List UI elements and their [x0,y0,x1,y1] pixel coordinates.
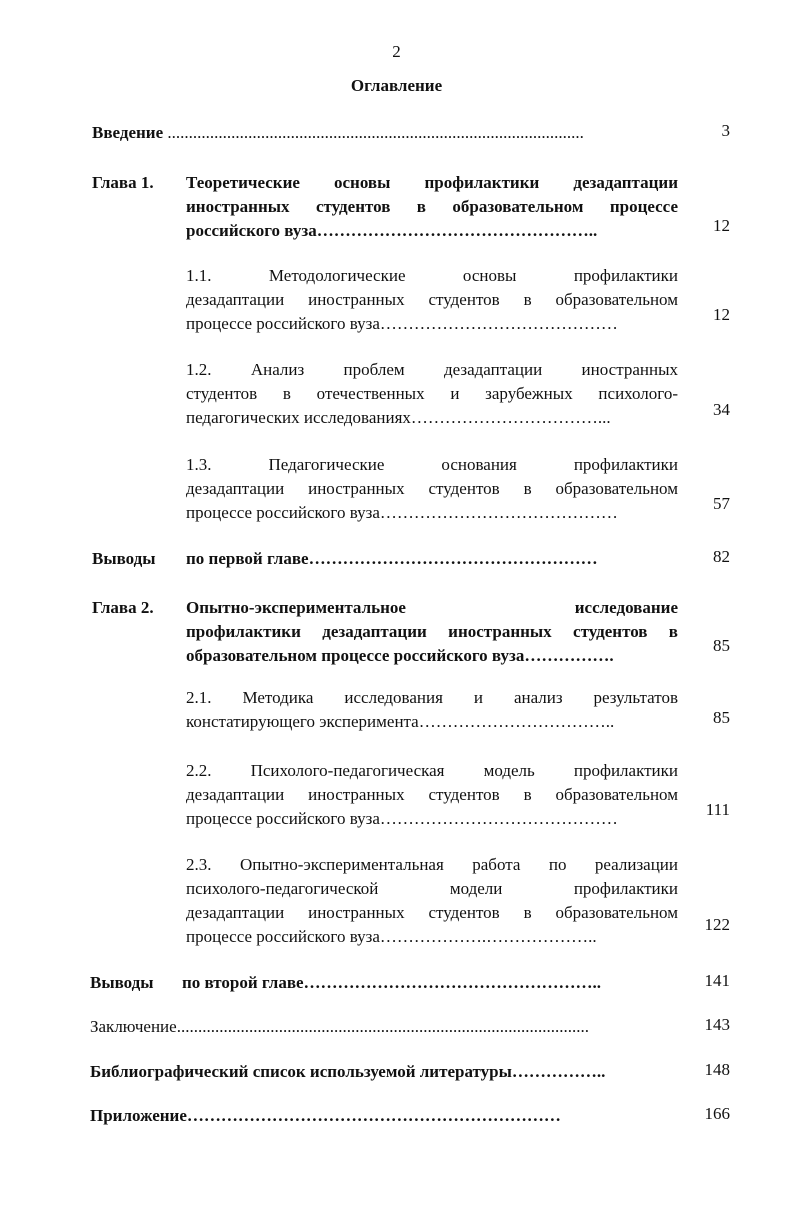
toc-entry-conclusion-text: Заключение................................................................................................. [90,1017,589,1036]
toc-entry-2-3-line: процессе российского вуза……………….……………….. [186,927,597,946]
toc-entry-1-2-line: 1.2. Анализ проблем дезадаптации иностранных [186,360,678,379]
toc-entry-intro-label: Введение [92,123,164,142]
toc-entry-2-3-page: 122 [704,915,730,934]
toc-entry-intro[interactable] [92,121,680,145]
toc-entry-conclusions-1-text: по первой главе…………………………………………… [186,549,598,568]
toc-entry-1-3[interactable] [186,453,678,525]
toc-entry-bibliography-text: Библиографический список используемой литературы…………….. [90,1062,606,1081]
toc-entry-2-3-line: дезадаптации иностранных студентов в образовательном [186,903,678,922]
toc-entry-conclusions-2-label: Выводы [90,973,154,992]
toc-entry-1-3-page: 57 [713,494,730,513]
toc-title: Оглавление [350,76,443,95]
toc-entry-conclusion-page: 143 [704,1015,730,1034]
toc-entry-2-2-line: процессе российского вуза…………………………………… [186,809,618,828]
toc-entry-ch1-line: Теоретические основы профилактики дезадаптации [186,173,678,192]
toc-entry-ch1[interactable] [92,171,680,243]
toc-entry-conclusions-1-label: Выводы [92,549,156,568]
toc-entry-1-1-page: 12 [713,305,730,324]
toc-entry-ch2-label: Глава 2. [92,598,154,617]
toc-entry-1-1-line: дезадаптации иностранных студентов в образовательном [186,290,678,309]
toc-entry-conclusions-1-page: 82 [713,547,730,566]
toc-entry-2-3-line: психолого-педагогической модели профилактики [186,879,678,898]
toc-entry-2-3-line: 2.3. Опытно-экспериментальная работа по реализации [186,855,678,874]
toc-entry-1-2-line: студентов в отечественных и зарубежных психолого- [186,384,678,403]
toc-entry-appendix-text: Приложение………………………………………………………… [90,1106,561,1125]
toc-entry-ch1-label: Глава 1. [92,173,154,192]
toc-entry-2-2-page: 111 [705,800,730,819]
toc-entry-ch1-line: российского вуза………………………………………….. [186,221,598,240]
toc-entry-conclusion[interactable] [90,1015,680,1039]
toc-entry-appendix-page: 166 [704,1104,730,1123]
toc-entry-conclusions-1[interactable] [92,547,680,571]
toc-entry-conclusions-2[interactable] [90,971,680,995]
toc-entry-bibliography[interactable] [90,1060,680,1084]
toc-entry-1-3-line: процессе российского вуза…………………………………… [186,503,618,522]
page-number: 2 [392,42,401,61]
toc-entry-ch2[interactable] [92,596,680,668]
toc-entry-ch1-page: 12 [713,216,730,235]
toc-entry-1-1[interactable] [186,264,678,336]
toc-entry-2-2[interactable] [186,759,678,831]
toc-entry-1-1-line: процессе российского вуза…………………………………… [186,314,618,333]
toc-entry-2-1-line: констатирующего эксперимента…………………………….. [186,712,615,731]
toc-entry-1-3-line: дезадаптации иностранных студентов в образовательном [186,479,678,498]
toc-entry-1-2-line: педагогических исследованиях……………………………... [186,408,611,427]
toc-entry-intro-page: 3 [721,121,730,140]
toc-entry-2-2-line: 2.2. Психолого-педагогическая модель профилактики [186,761,678,780]
toc-entry-conclusions-2-page: 141 [704,971,730,990]
toc-entry-2-1[interactable] [186,686,678,734]
toc-entry-ch2-line: профилактики дезадаптации иностранных студентов в [186,622,678,641]
toc-entry-1-2-page: 34 [713,400,730,419]
toc-entry-intro-dots: .................................................................................................. [167,123,584,142]
toc-entry-2-3[interactable] [186,853,678,949]
toc-entry-appendix[interactable] [90,1104,680,1128]
toc-entry-1-1-line: 1.1. Методологические основы профилактики [186,266,678,285]
toc-entry-2-2-line: дезадаптации иностранных студентов в образовательном [186,785,678,804]
toc-entry-bibliography-page: 148 [704,1060,730,1079]
toc-entry-2-1-line: 2.1. Методика исследования и анализ результатов [186,688,678,707]
toc-entry-ch2-line: Опытно-экспериментальное исследование [186,598,678,617]
toc-entry-ch1-line: иностранных студентов в образовательном процессе [186,197,678,216]
toc-entry-2-1-page: 85 [713,708,730,727]
toc-entry-1-2[interactable] [186,358,678,430]
toc-entry-1-3-line: 1.3. Педагогические основания профилактики [186,455,678,474]
toc-entry-conclusions-2-text: по второй главе…………………………………………….. [182,973,602,992]
toc-entry-ch2-page: 85 [713,636,730,655]
toc-entry-ch2-line: образовательном процессе российского вуза……………. [186,646,614,665]
